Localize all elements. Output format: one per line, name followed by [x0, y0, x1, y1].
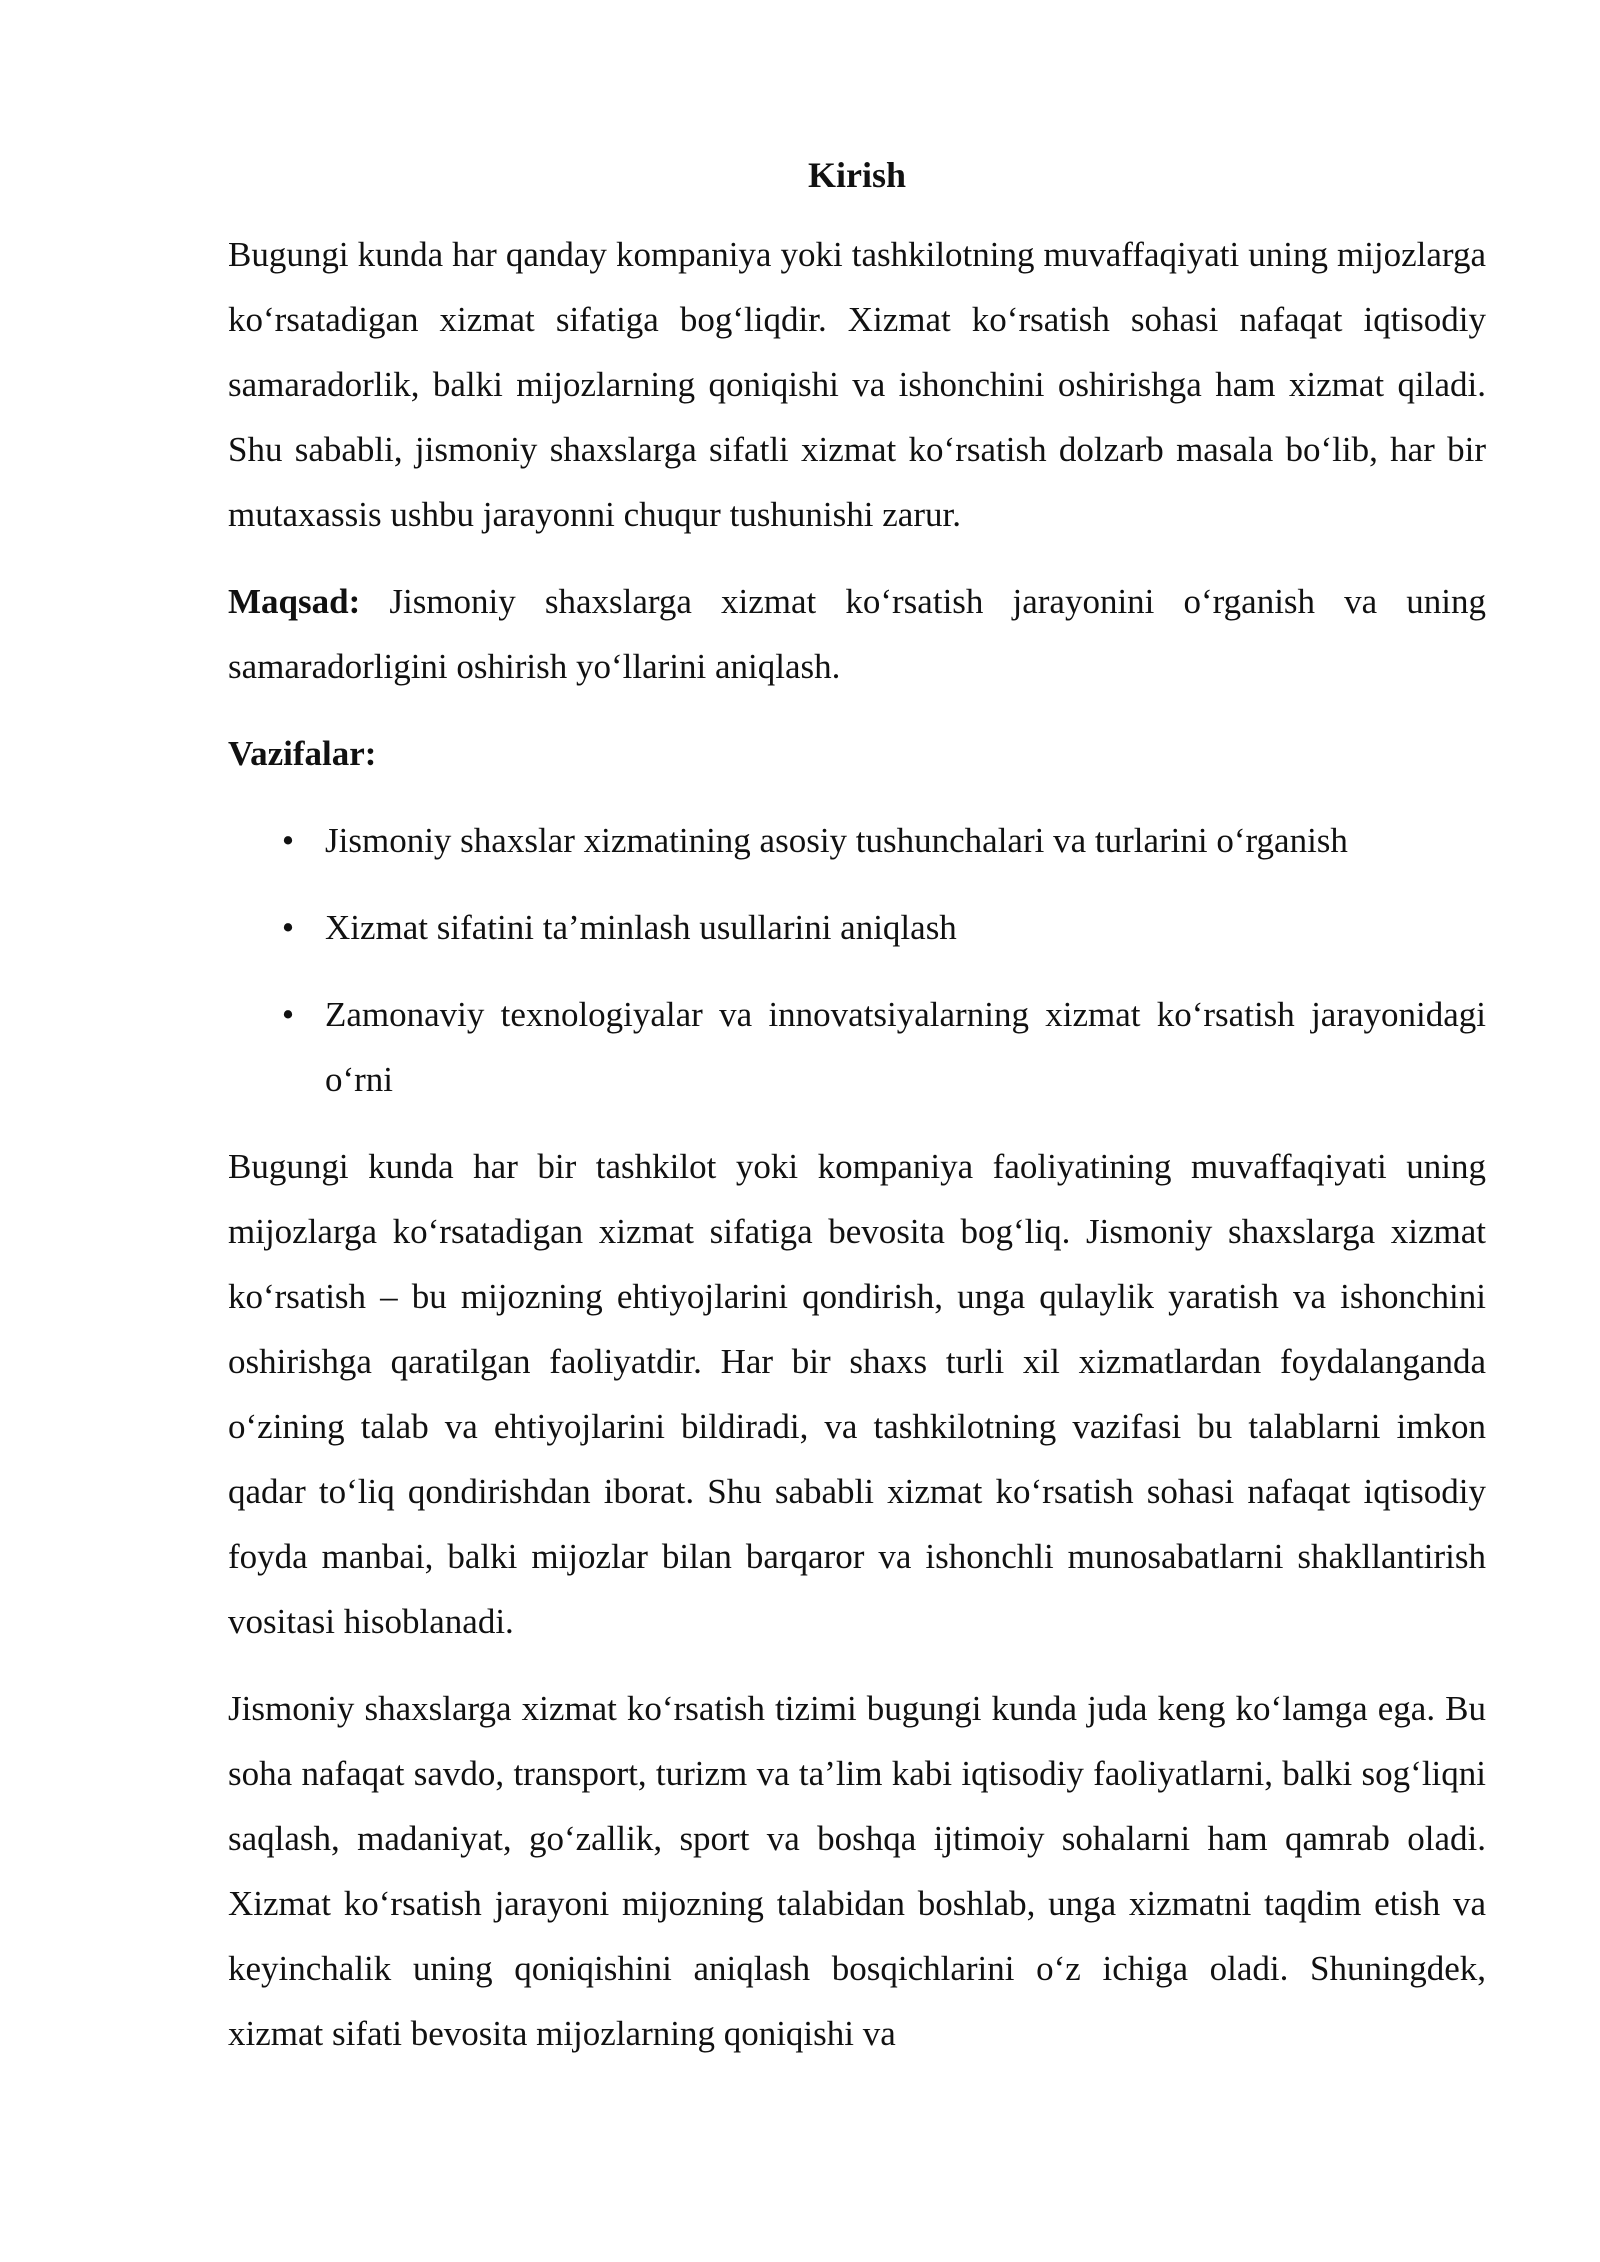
bullet-icon: • — [281, 908, 295, 947]
list-item-text: Xizmat sifatini ta’minlash usullarini aniqlash — [325, 908, 957, 947]
page-title: Kirish — [807, 155, 906, 195]
tasks-heading: Vazifalar: — [228, 734, 377, 773]
bullet-icon: • — [281, 995, 295, 1034]
list-item — [228, 895, 1486, 960]
document-page — [228, 148, 1486, 2066]
body-paragraph: Jismoniy shaxslarga xizmat ko‘rsatish tizimi bugungi kunda juda keng ko‘lamga ega. Bu soha nafaqat savdo, transport, turizm va ta’lim kabi iqtisodiy faoliyatlarni, balki sog‘liqni saqlash, madaniyat, go‘zallik, sport va boshqa ijtimoiy sohalarni ham qamrab oladi. Xizmat ko‘rsatish jarayoni mijozning talabidan boshlab, unga xizmatni taqdim etish va keyinchalik uning qoniqishini aniqlash bosqichlarini o‘z ichiga oladi. Shuningdek, xizmat sifati bevosita mijozlarning qoniqishi va — [228, 1689, 1486, 2053]
goal-label: Maqsad: — [228, 582, 361, 621]
body-paragraph: Bugungi kunda har bir tashkilot yoki kompaniya faoliyatining muvaffaqiyati uning mijozlarga ko‘rsatadigan xizmat sifatiga bevosita bog‘liq. Jismoniy shaxslarga xizmat ko‘rsatish – bu mijozning ehtiyojlarini qondirish, unga qulaylik yaratish va ishonchini oshirishga qaratilgan faoliyatdir. Har bir shaxs turli xil xizmatlardan foydalanganda o‘zining talab va ehtiyojlarini bildiradi, va tashkilotning vazifasi bu talablarni imkon qadar to‘liq qondirishdan iborat. Shu sababli xizmat ko‘rsatish sohasi nafaqat iqtisodiy foyda manbai, balki mijozlar bilan barqaror va ishonchli munosabatlarni shakllantirish vositasi hisoblanadi. — [228, 1147, 1486, 1641]
intro-paragraph: Bugungi kunda har qanday kompaniya yoki tashkilotning muvaffaqiyati uning mijozlarga ko‘rsatadigan xizmat sifatiga bog‘liqdir. Xizmat ko‘rsatish sohasi nafaqat iqtisodiy samaradorlik, balki mijozlarning qoniqishi va ishonchini oshirishga ham xizmat qiladi. Shu sababli, jismoniy shaxslarga sifatli xizmat ko‘rsatish dolzarb masala bo‘lib, har bir mutaxassis ushbu jarayonni chuqur tushunishi zarur. — [228, 235, 1486, 534]
list-item-text: Zamonaviy texnologiyalar va innovatsiyalarning xizmat ko‘rsatish jarayonidagi o‘rni — [325, 995, 1486, 1099]
tasks-list — [228, 808, 1486, 1112]
list-item-text: Jismoniy shaxslar xizmatining asosiy tushunchalari va turlarini o‘rganish — [325, 821, 1348, 860]
list-item — [228, 982, 1486, 1112]
goal-paragraph — [228, 569, 1486, 699]
list-item — [228, 808, 1486, 873]
goal-text: Jismoniy shaxslarga xizmat ko‘rsatish jarayonini o‘rganish va uning samaradorligini oshirish yo‘llarini aniqlash. — [228, 582, 1486, 686]
bullet-icon: • — [281, 821, 295, 860]
